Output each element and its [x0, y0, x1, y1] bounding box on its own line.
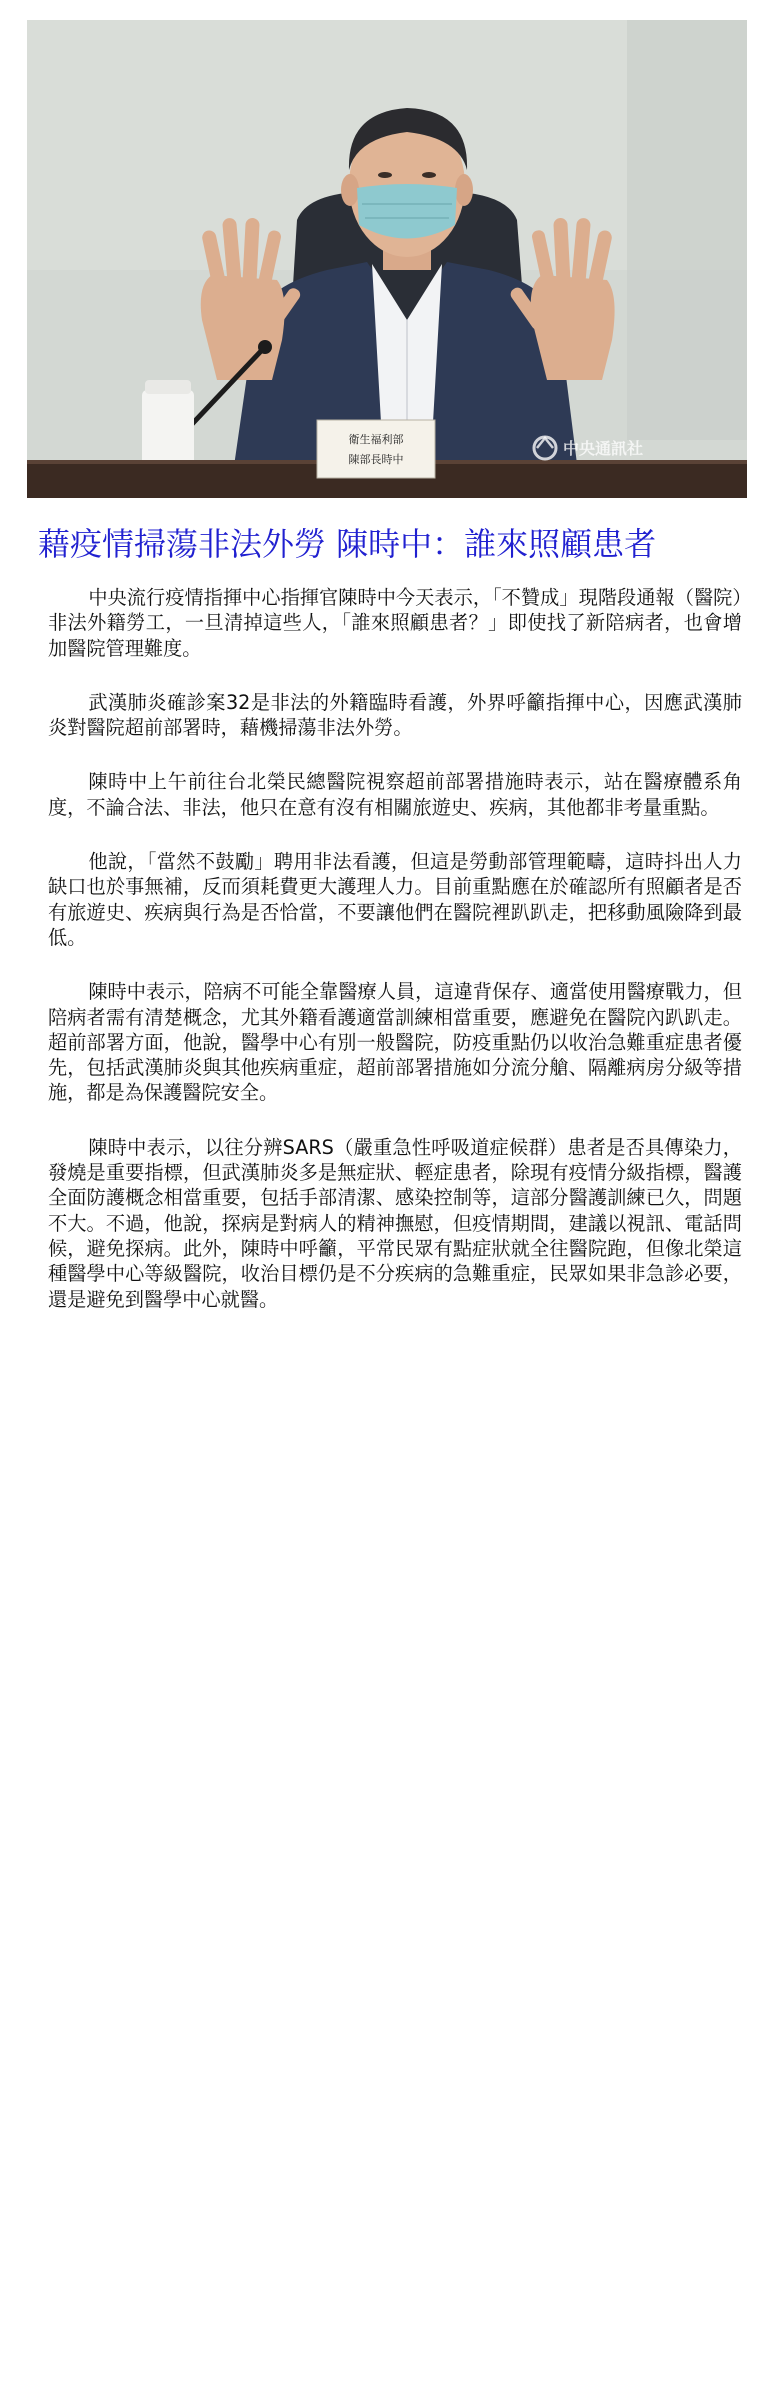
- photo-background-blur: [627, 20, 747, 440]
- mug-lid: [145, 380, 191, 394]
- article-paragraph: 中央流行疫情指揮中心指揮官陳時中今天表示，「不贊成」現階段通報（醫院）非法外籍勞工，一旦清掉這些人，「誰來照顧患者？」即使找了新陪病者，也會增加醫院管理難度。: [48, 586, 742, 660]
- article-paragraph: 陳時中表示，以往分辨SARS（嚴重急性呼吸道症候群）患者是否具傳染力，發燒是重要指標，但武漢肺炎多是無症狀、輕症患者，除現有疫情分級指標，醫護全面防護概念相當重要，包括手部清潔、感染控制等，這部分醫護訓練已久，問題不大。不過，他說，探病是對病人的精神撫慰，但疫情期間，建議以視訊、電話問候，避免探病。此外，陳時中呼籲，平常民眾有點症狀就全往醫院跑，但像北榮這種醫學中心等級醫院，收治目標仍是不分疾病的急難重症，民眾如果非急診必要，還是避免到醫學中心就醫。: [48, 1135, 742, 1311]
- name-plaque: [317, 420, 435, 478]
- plaque-line-2: 陳部長時中: [348, 453, 404, 466]
- left-eye: [378, 172, 392, 178]
- article-body: [48, 585, 742, 1341]
- article-paragraph: 他說，「當然不鼓勵」聘用非法看護，但這是勞動部管理範疇，這時抖出人力缺口也於事無補，反而須耗費更大護理人力。目前重點應在於確認所有照顧者是否有旅遊史、疾病與行為是否恰當，不要讓他們在醫院裡趴趴走，把移動風險降到最低。: [48, 850, 742, 949]
- right-ear: [455, 174, 473, 206]
- article-title: 藉疫情掃蕩非法外勞 陳時中：誰來照顧患者: [38, 525, 657, 563]
- article-paragraph: 陳時中上午前往台北榮民總醫院視察超前部署措施時表示，站在醫療體系角度，不論合法、非法，他只在意有沒有相關旅遊史、疾病，其他都非考量重點。: [48, 770, 742, 819]
- left-ear: [341, 174, 359, 206]
- photo-illustration: [27, 20, 747, 498]
- microphone-head: [258, 340, 272, 354]
- plaque-line-1: 衛生福利部: [348, 433, 404, 446]
- news-photo: [27, 20, 747, 498]
- article-paragraph: 武漢肺炎確診案32是非法的外籍臨時看護，外界呼籲指揮中心，因應武漢肺炎對醫院超前部署時，藉機掃蕩非法外勞。: [48, 690, 742, 740]
- watermark-text: 中央通訊社: [563, 439, 644, 458]
- article-paragraph: 陳時中表示，陪病不可能全靠醫療人員，這違背保存、適當使用醫療戰力，但陪病者需有清楚概念，尤其外籍看護適當訓練相當重要，應避免在醫院內趴趴走。超前部署方面，他說，醫學中心有別一般醫院，防疫重點仍以收治急難重症患者優先，包括武漢肺炎與其他疾病重症，超前部署措施如分流分艙、隔離病房分級等措施，都是為保護醫院安全。: [48, 980, 742, 1105]
- mug: [142, 390, 194, 468]
- face-mask: [357, 184, 457, 239]
- right-eye: [422, 172, 436, 178]
